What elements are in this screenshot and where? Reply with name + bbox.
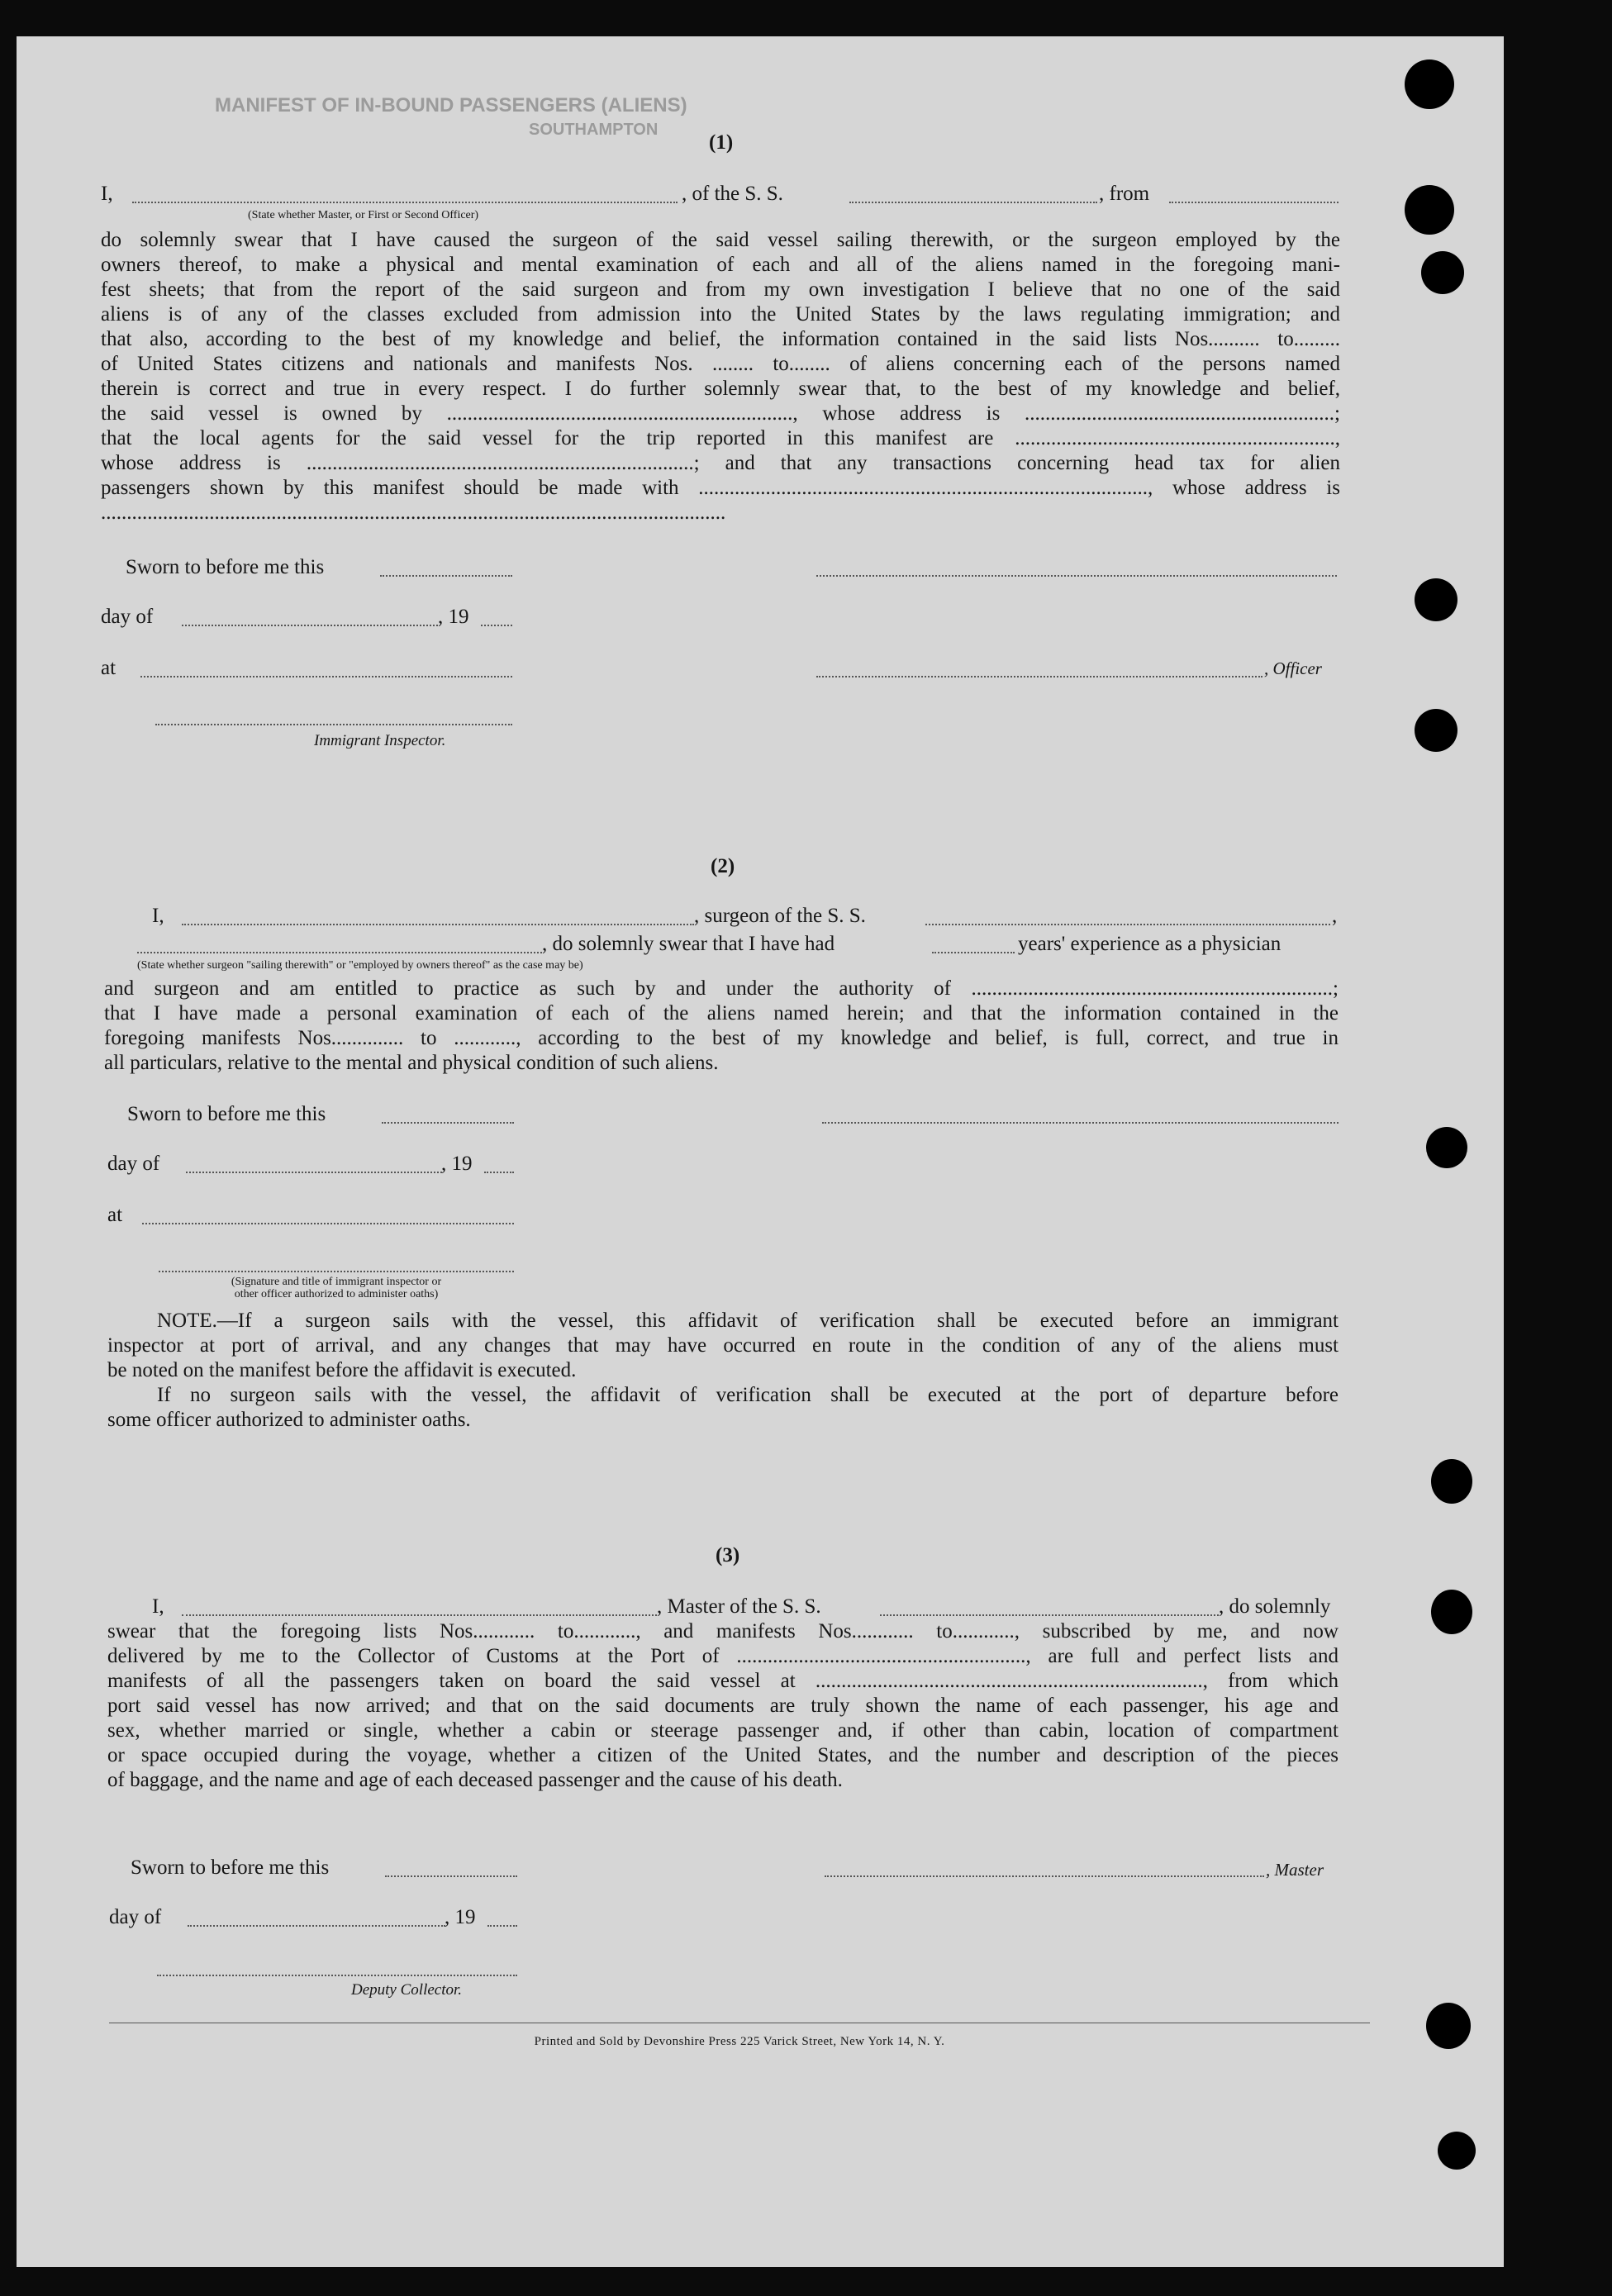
s2-sworn: Sworn to before me this xyxy=(127,1103,326,1125)
s1-sworn-blank xyxy=(380,575,512,577)
s1-day-blank xyxy=(182,625,438,626)
s2-at: at xyxy=(107,1204,123,1226)
s3-line: of baggage, and the name and age of each deceased passenger and the cause of his death. xyxy=(107,1769,843,1791)
s3-name-blank xyxy=(182,1614,657,1616)
s1-line: therein is correct and true in every respect. I do further solemnly swear that, to the best of my knowledge and belief, xyxy=(101,378,1340,400)
s3-line: port said vessel has now arrived; and that on the said documents are truly shown the name of each passenger, his age and xyxy=(107,1695,1339,1717)
s3-line1-i: I, xyxy=(152,1595,164,1618)
s3-day-blank xyxy=(188,1925,445,1927)
s3-master-label: , Master xyxy=(1266,1860,1324,1880)
s3-day-of: day of xyxy=(109,1906,162,1928)
s1-line: fest sheets; that from the report of the said surgeon and from my own investigation I believe that no one of the said xyxy=(101,278,1340,301)
s2-note2-line: some officer authorized to administer oaths. xyxy=(107,1409,471,1431)
s2-body xyxy=(104,977,1339,1076)
s2-at-blank xyxy=(142,1223,514,1224)
punch-hole xyxy=(1405,59,1454,109)
s1-officer-sig-line xyxy=(816,575,1337,577)
s1-of-the-ss: , of the S. S. xyxy=(682,183,783,205)
s1-ship-blank xyxy=(849,202,1097,203)
printer-imprint: Printed and Sold by Devonshire Press 225 Varick Street, New York 14, N. Y. xyxy=(534,2035,945,2048)
s2-year-blank xyxy=(484,1172,514,1173)
punch-hole xyxy=(1438,2132,1476,2170)
s2-note-line: be noted on the manifest before the affidavit is executed. xyxy=(107,1359,577,1381)
s1-line: aliens is of any of the classes excluded from admission into the United States by the laws regulating immigration; and xyxy=(101,303,1340,326)
s3-body xyxy=(107,1619,1339,1793)
s2-signature-caption-1: (Signature and title of immigrant inspector or xyxy=(231,1276,442,1288)
s1-line: ......................................................................................................................... xyxy=(101,502,726,524)
s2-signature-line xyxy=(159,1271,514,1272)
s3-line: delivered by me to the Collector of Customs at the Port of ........................................................, are full and perfect lists and xyxy=(107,1645,1339,1667)
s1-officer-label: , Officer xyxy=(1264,658,1322,678)
punch-hole xyxy=(1431,1590,1472,1634)
section-3-heading: (3) xyxy=(716,1544,740,1566)
s3-line1-master: , Master of the S. S. xyxy=(657,1595,821,1618)
s1-from: , from xyxy=(1099,183,1150,205)
s1-line: that also, according to the best of my knowledge and belief, the information contained in the said lists Nos.......... to......... xyxy=(101,328,1340,350)
s1-from-blank xyxy=(1169,202,1339,203)
s1-line: that the local agents for the said vessel for the trip reported in this manifest are .............................................................., xyxy=(101,427,1340,449)
s3-line: sex, whether married or single, whether a cabin or steerage passenger and, if other than cabin, location of compartment xyxy=(107,1719,1339,1742)
s1-line: of United States citizens and nationals and manifests Nos. ........ to........ of aliens concerning each of the persons named xyxy=(101,353,1340,375)
s3-nineteen: , 19 xyxy=(445,1906,476,1928)
s2-line: foregoing manifests Nos.............. to ............, according to the best of my knowledge and belief, is full, correct, and true in xyxy=(104,1027,1339,1049)
s2-name-blank xyxy=(182,924,694,925)
s3-sworn: Sworn to before me this xyxy=(131,1856,330,1879)
s2-note2-line: If no surgeon sails with the vessel, the affidavit of verification shall be executed at the port of departure before xyxy=(157,1384,1339,1406)
s1-at: at xyxy=(101,657,117,679)
s2-line1-comma: , xyxy=(1332,905,1338,927)
punch-hole xyxy=(1415,578,1457,621)
s1-body xyxy=(101,228,1340,525)
form-sheet xyxy=(17,36,1504,2267)
s1-sworn: Sworn to before me this xyxy=(126,556,325,578)
s2-ship-blank xyxy=(925,924,1330,925)
s2-line: all particulars, relative to the mental and physical condition of such aliens. xyxy=(104,1052,719,1074)
bleed-through-port: SOUTHAMPTON xyxy=(529,121,659,139)
s1-day-of: day of xyxy=(101,606,154,628)
s2-sig-line xyxy=(822,1122,1339,1124)
punch-hole xyxy=(1426,1127,1467,1168)
punch-hole xyxy=(1415,709,1457,752)
bleed-through-title: MANIFEST OF IN-BOUND PASSENGERS (ALIENS) xyxy=(215,94,687,116)
s2-line: and surgeon and am entitled to practice as such by and under the authority of ......................................................................; xyxy=(104,977,1339,1000)
s2-line1-rest: , surgeon of the S. S. xyxy=(694,905,866,927)
s1-opening-i: I, xyxy=(101,183,113,205)
s2-note-line: NOTE.—If a surgeon sails with the vessel, this affidavit of verification shall be executed before an immigrant xyxy=(157,1310,1339,1332)
punch-hole xyxy=(1431,1459,1472,1504)
s3-line: manifests of all the passengers taken on board the said vessel at ..........................................................................., from which xyxy=(107,1670,1339,1692)
s3-collector-label: Deputy Collector. xyxy=(351,1981,463,1999)
s2-sworn-blank xyxy=(382,1122,514,1124)
s3-line: swear that the foregoing lists Nos............ to............, and manifests Nos............ to............, subscribed by me, and now xyxy=(107,1620,1339,1642)
s1-nineteen: , 19 xyxy=(438,606,469,628)
s3-line: or space occupied during the voyage, whether a citizen of the United States, and the number and description of the pieces xyxy=(107,1744,1339,1766)
section-2-heading: (2) xyxy=(711,855,735,877)
s1-officer-caption: (State whether Master, or First or Second Officer) xyxy=(248,209,479,221)
s3-master-line xyxy=(825,1875,1264,1877)
s1-inspector-line xyxy=(155,724,512,725)
s3-sworn-blank xyxy=(385,1875,517,1877)
s2-note-line: inspector at port of arrival, and any changes that may have occurred en route in the condition of any of the aliens must xyxy=(107,1334,1339,1357)
s2-line: that I have made a personal examination of each of the aliens named herein; and that the information contained in the xyxy=(104,1002,1339,1024)
s2-nineteen: , 19 xyxy=(441,1153,473,1175)
s1-line: the said vessel is owned by ..................................................................., whose address is ............................................................; xyxy=(101,402,1340,425)
s3-line1-end: , do solemnly xyxy=(1219,1595,1331,1618)
punch-hole xyxy=(1426,2003,1471,2049)
s2-note xyxy=(107,1309,1339,1433)
s2-signature-caption-2: other officer authorized to administer oaths) xyxy=(234,1288,439,1300)
s1-officer-name-line xyxy=(816,676,1262,677)
s2-day-blank xyxy=(186,1172,442,1173)
punch-hole xyxy=(1405,185,1454,235)
s1-inspector-label: Immigrant Inspector. xyxy=(314,732,446,749)
s2-line2-a: , do solemnly swear that I have had xyxy=(542,933,835,955)
section-1-heading: (1) xyxy=(709,131,734,154)
punch-hole xyxy=(1421,251,1464,294)
s2-line2-b: years' experience as a physician xyxy=(1018,933,1282,955)
s1-at-blank xyxy=(140,676,512,677)
s1-line: whose address is ...........................................................................; and that any transactions concerning head tax for alien xyxy=(101,452,1340,474)
s3-year-blank xyxy=(487,1925,517,1927)
s3-collector-line xyxy=(157,1975,517,1976)
s1-line: passengers shown by this manifest should be made with ......................................................................................., whose address is xyxy=(101,477,1340,499)
s2-day-of: day of xyxy=(107,1153,160,1175)
s2-surgeon-caption: (State whether surgeon "sailing therewith" or "employed by owners thereof" as the case may be) xyxy=(137,959,583,972)
s2-line1-i: I, xyxy=(152,905,164,927)
s2-years-blank xyxy=(932,952,1015,953)
s1-line: do solemnly swear that I have caused the surgeon of the said vessel sailing therewith, or the surgeon employed by the xyxy=(101,229,1340,251)
s3-ship-blank xyxy=(880,1614,1219,1616)
s1-line: owners thereof, to make a physical and mental examination of each and all of the aliens named in the foregoing mani- xyxy=(101,254,1340,276)
s1-year-blank xyxy=(481,625,512,626)
